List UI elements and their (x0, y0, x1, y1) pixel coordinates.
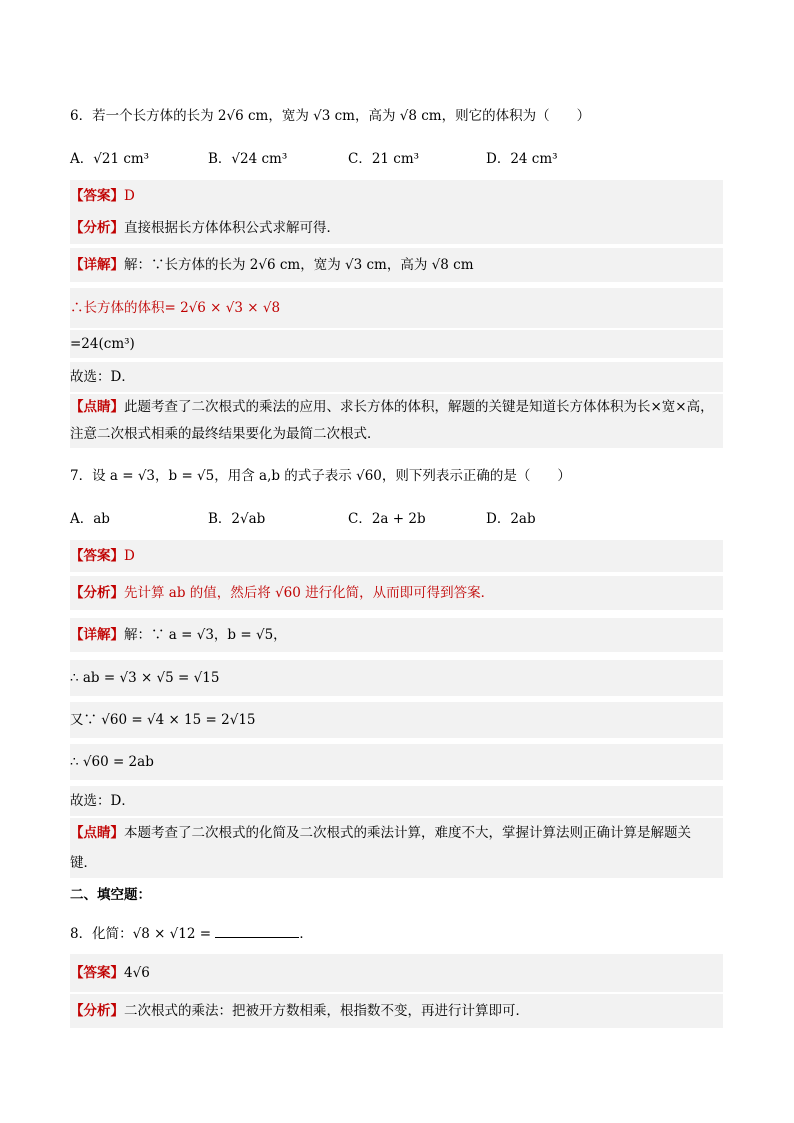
q7-detail-row (70, 618, 723, 652)
q7-step-2: 又∵ √60 = √4 × 15 = 2√15 (70, 702, 723, 738)
comment-tag: 【点睛】 (70, 399, 124, 415)
q8-stem-text: 8．化简：√8 × √12 = (70, 926, 212, 942)
comment-line-2: 注意二次根式相乘的最终结果要化为最简二次根式． (70, 426, 381, 442)
q8-answer-row (70, 954, 723, 992)
comment-tag: 【点睛】 (70, 825, 124, 841)
analysis-tag: 【分析】 (70, 220, 124, 236)
comment-line-1: 此题考查了二次根式的乘法的应用、求长方体的体积，解题的关键是知道长方体体积为长×宽×高， (124, 399, 714, 415)
q7-option-d: D．2ab (486, 511, 536, 527)
question-7-stem: 7．设 a = √3，b = √5，用含 a,b 的式子表示 √60，则下列表示正确的是（ ） (70, 468, 571, 484)
detail-tag: 【详解】 (70, 627, 124, 643)
detail-tag: 【详解】 (70, 257, 124, 273)
analysis-text: 二次根式的乘法：把被开方数相乘，根指数不变，再进行计算即可． (124, 1003, 529, 1019)
answer-tag: 【答案】 (70, 548, 124, 564)
q6-analysis-row (70, 212, 723, 244)
q6-answer-row (70, 180, 723, 212)
q6-option-a: A．√21 cm³ (70, 151, 150, 167)
section-title: 二、填空题： (70, 887, 151, 903)
answer-tag: 【答案】 (70, 965, 124, 981)
question-6-stem: 6．若一个长方体的长为 2√6 cm，宽为 √3 cm，高为 √8 cm，则它的体积为（ ） (70, 108, 591, 124)
answer-value: D (124, 548, 135, 564)
q6-option-d: D．24 cm³ (486, 151, 558, 167)
analysis-tag: 【分析】 (70, 1003, 124, 1019)
q6-comment (70, 394, 723, 448)
q7-comment (70, 818, 723, 878)
comment-line-2: 键． (70, 855, 97, 871)
q6-choose: 故选：D． (70, 362, 723, 392)
analysis-text: 先计算 ab 的值，然后将 √60 进行化简，从而即可得到答案． (124, 585, 495, 601)
q8-stem-end: ． (299, 926, 313, 942)
q6-step-2: =24(cm³) (70, 330, 723, 358)
analysis-text: 直接根据长方体体积公式求解可得． (124, 220, 340, 236)
answer-value: 4√6 (124, 965, 150, 981)
q8-analysis-row (70, 994, 723, 1028)
detail-text: 解：∵ a = √3，b = √5， (124, 627, 287, 643)
q7-option-c: C．2a + 2b (348, 511, 426, 527)
q7-option-a: A．ab (70, 511, 110, 527)
analysis-tag: 【分析】 (70, 585, 124, 601)
answer-value: D (124, 188, 135, 204)
detail-text: 解：∵长方体的长为 2√6 cm，宽为 √3 cm，高为 √8 cm (124, 257, 474, 273)
q7-step-3: ∴ √60 = 2ab (70, 744, 723, 780)
q6-option-c: C．21 cm³ (348, 151, 420, 167)
q7-answer-row (70, 540, 723, 572)
q6-step-1: ∴长方体的体积= 2√6 × √3 × √8 (70, 288, 723, 328)
q7-step-1: ∴ ab = √3 × √5 = √15 (70, 660, 723, 696)
question-8-stem (70, 923, 723, 945)
q7-option-b: B．2√ab (208, 511, 266, 527)
answer-tag: 【答案】 (70, 188, 124, 204)
q6-detail-row (70, 248, 723, 282)
answer-blank (215, 923, 299, 938)
comment-line-1: 本题考查了二次根式的化简及二次根式的乘法计算，难度不大，掌握计算法则正确计算是解题关 (124, 825, 691, 841)
q6-option-b: B．√24 cm³ (208, 151, 288, 167)
q7-analysis-row (70, 576, 723, 610)
q7-choose: 故选：D． (70, 786, 723, 816)
